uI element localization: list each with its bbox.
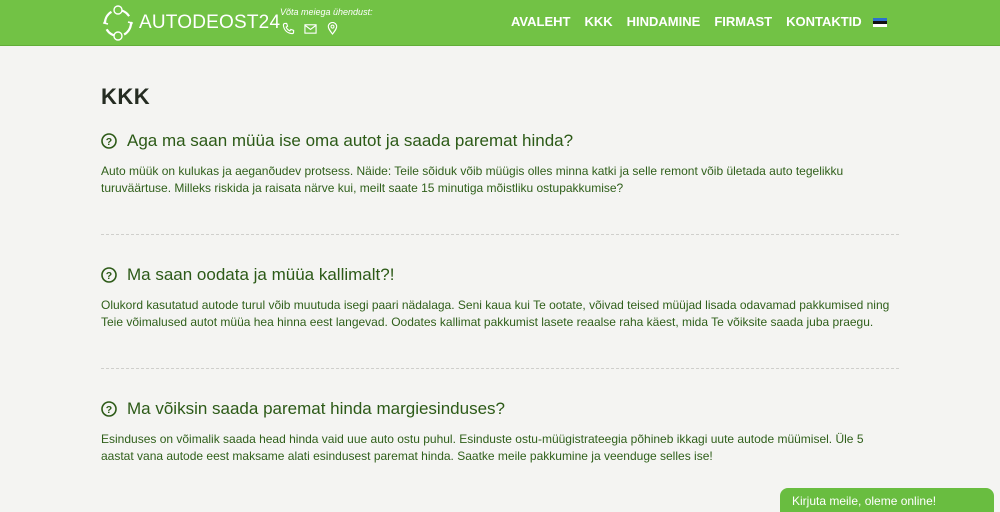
- faq-question-text: Ma saan oodata ja müüa kallimalt?!: [127, 265, 395, 284]
- faq-question[interactable]: [101, 265, 899, 285]
- chat-widget-button[interactable]: Kirjuta meile, oleme online!: [780, 488, 994, 512]
- faq-question[interactable]: [101, 131, 899, 151]
- faq-divider: [101, 234, 899, 235]
- site-header: [0, 0, 1000, 46]
- location-icon[interactable]: [326, 22, 339, 35]
- nav-hindamine[interactable]: HINDAMINE: [626, 14, 701, 29]
- page-title: KKK: [101, 84, 151, 109]
- question-icon: [101, 267, 117, 283]
- main-nav: [511, 14, 876, 29]
- faq-answer: Auto müük on kulukas ja aeganõudev protsess. Näide: Teile sõiduk võib müügis olles minna katki ja selle remont võib ületada auto tegelikku turuväärtuse. Milleks riskida ja raisata närve kui, meilt saate 15 minutiga mõistliku ostupakkumise?: [101, 164, 844, 195]
- nav-avaleht[interactable]: AVALEHT: [511, 14, 571, 29]
- svg-text:?: ?: [105, 403, 113, 416]
- faq-item: [101, 399, 899, 465]
- contact-label: Võta meiega ühendust:: [280, 7, 373, 17]
- faq-item: [101, 265, 899, 369]
- phone-icon[interactable]: [282, 22, 295, 35]
- nav-kontaktid[interactable]: KONTAKTID: [786, 14, 862, 29]
- main-content: [101, 84, 899, 465]
- faq-question-text: Aga ma saan müüa ise oma autot ja saada paremat hinda?: [127, 131, 574, 150]
- question-icon: [101, 133, 117, 149]
- nav-firmast[interactable]: FIRMAST: [714, 14, 773, 29]
- faq-question[interactable]: [101, 399, 899, 419]
- svg-text:?: ?: [105, 269, 113, 282]
- faq-divider: [101, 368, 899, 369]
- faq-answer: Olukord kasutatud autode turul võib muutuda isegi paari nädalaga. Seni kaua kui Te ootate, võivad teised müüjad lisada odavamad pakkumised ning Teie võimalused autot müüa hea hinna eest langevad. Oodates kallimat pakkumist lasete reaalse raha käest, mida Te võiksite saada juba praegu.: [101, 298, 890, 329]
- estonian-flag-icon[interactable]: [873, 18, 887, 27]
- nav-kkk[interactable]: KKK: [584, 14, 613, 29]
- faq-item: [101, 131, 899, 235]
- mail-icon[interactable]: [304, 22, 317, 35]
- svg-text:?: ?: [105, 135, 113, 148]
- logo-text: AUTODEOST24: [139, 12, 281, 33]
- faq-answer: Esinduses on võimalik saada head hinda vaid uue auto ostu puhul. Esinduste ostu-müügistrateegia põhineb ikkagi uute autode müümisel. Üle 5 aastat vana autode eest maksame alati esindusest paremat hinda. Saatke meile pakkumine ja veenduge selles ise!: [101, 432, 864, 463]
- faq-question-text: Ma võiksin saada paremat hinda margiesinduses?: [127, 399, 505, 418]
- question-icon: [101, 401, 117, 417]
- logo-icon: [100, 5, 136, 41]
- site-logo[interactable]: [100, 3, 280, 43]
- contact-block: [280, 7, 373, 35]
